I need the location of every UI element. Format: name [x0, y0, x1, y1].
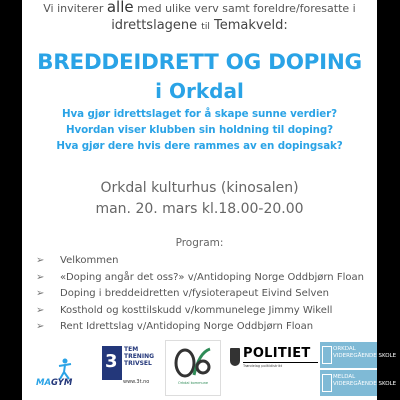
school-name: ORKDAL VIDEREGÅENDE SKOLE — [333, 346, 397, 359]
program-list — [36, 254, 366, 337]
meldal-vgs-logo — [320, 370, 397, 396]
intro-text: til — [201, 22, 210, 32]
program-item: ➢ «Doping angår det oss?» v/Antidoping Norge Oddbjørn Floan — [36, 271, 366, 284]
school-icon — [322, 374, 332, 392]
3t-url: www.3t.no — [123, 379, 150, 385]
maxgym-logo — [36, 358, 92, 394]
orkdal-kommune-logo — [165, 340, 221, 396]
politiet-wordmark: POLITIET — [243, 346, 311, 361]
police-crest-icon — [230, 348, 240, 366]
3t-logo — [102, 346, 158, 392]
intro-emphasis: alle — [106, 0, 134, 16]
flyer-page — [22, 0, 397, 400]
event-subtitle: i Orkdal — [155, 79, 244, 103]
program-item: ➢ Velkommen — [36, 254, 366, 267]
question-1: Hva gjør idrettslaget for å skape sunne verdier? — [62, 108, 337, 120]
maxgym-wordmark: MAGYM — [36, 378, 73, 388]
intro-text: Vi inviterer — [43, 2, 104, 15]
event-title: BREDDEIDRETT OG DOPING — [37, 50, 362, 75]
intro-text: Temakveld: — [213, 18, 288, 33]
politiet-rule — [243, 362, 318, 363]
orkdal-vgs-logo — [320, 342, 397, 368]
program-item: ➢ Rent Idrettslag v/Antidoping Norge Oddbjørn Floan — [36, 320, 366, 333]
intro-text: idrettslagene — [111, 18, 198, 33]
venue: Orkdal kulturhus (kinosalen) — [100, 180, 299, 196]
program-heading: Program: — [175, 237, 224, 249]
question-3: Hva gjør dere hvis dere rammes av en dopingsak? — [56, 140, 343, 152]
event-date: man. 20. mars kl.18.00-20.00 — [95, 201, 304, 217]
question-2: Hvordan viser klubben sin holdning til doping? — [65, 124, 334, 136]
3t-mark-icon — [102, 346, 122, 380]
intro-line-1 — [22, 0, 377, 16]
kommune-caption: Orkdal kommune — [177, 381, 209, 385]
athlete-icon — [58, 358, 72, 380]
school-icon — [322, 346, 332, 364]
school-name: MELDAL VIDEREGÅENDE SKOLE — [333, 374, 397, 387]
intro-text: med ulike verv samt foreldre/foresatte i — [137, 2, 356, 15]
intro-line-2 — [22, 18, 377, 33]
3t-wordmark: TEM TRENING TRIVSEL — [124, 346, 155, 367]
sponsor-logos — [22, 340, 397, 400]
politiet-logo — [230, 348, 318, 388]
kommune-mark-icon — [174, 347, 212, 379]
politiet-subtitle: Trøndelag politidistrikt — [243, 364, 283, 368]
program-item: ➢ Kosthold og kosttilskudd v/kommunelege Jimmy Wikell — [36, 304, 366, 317]
program-item: ➢ Doping i breddeidretten v/fysioterapeut Eivind Selven — [36, 287, 366, 300]
